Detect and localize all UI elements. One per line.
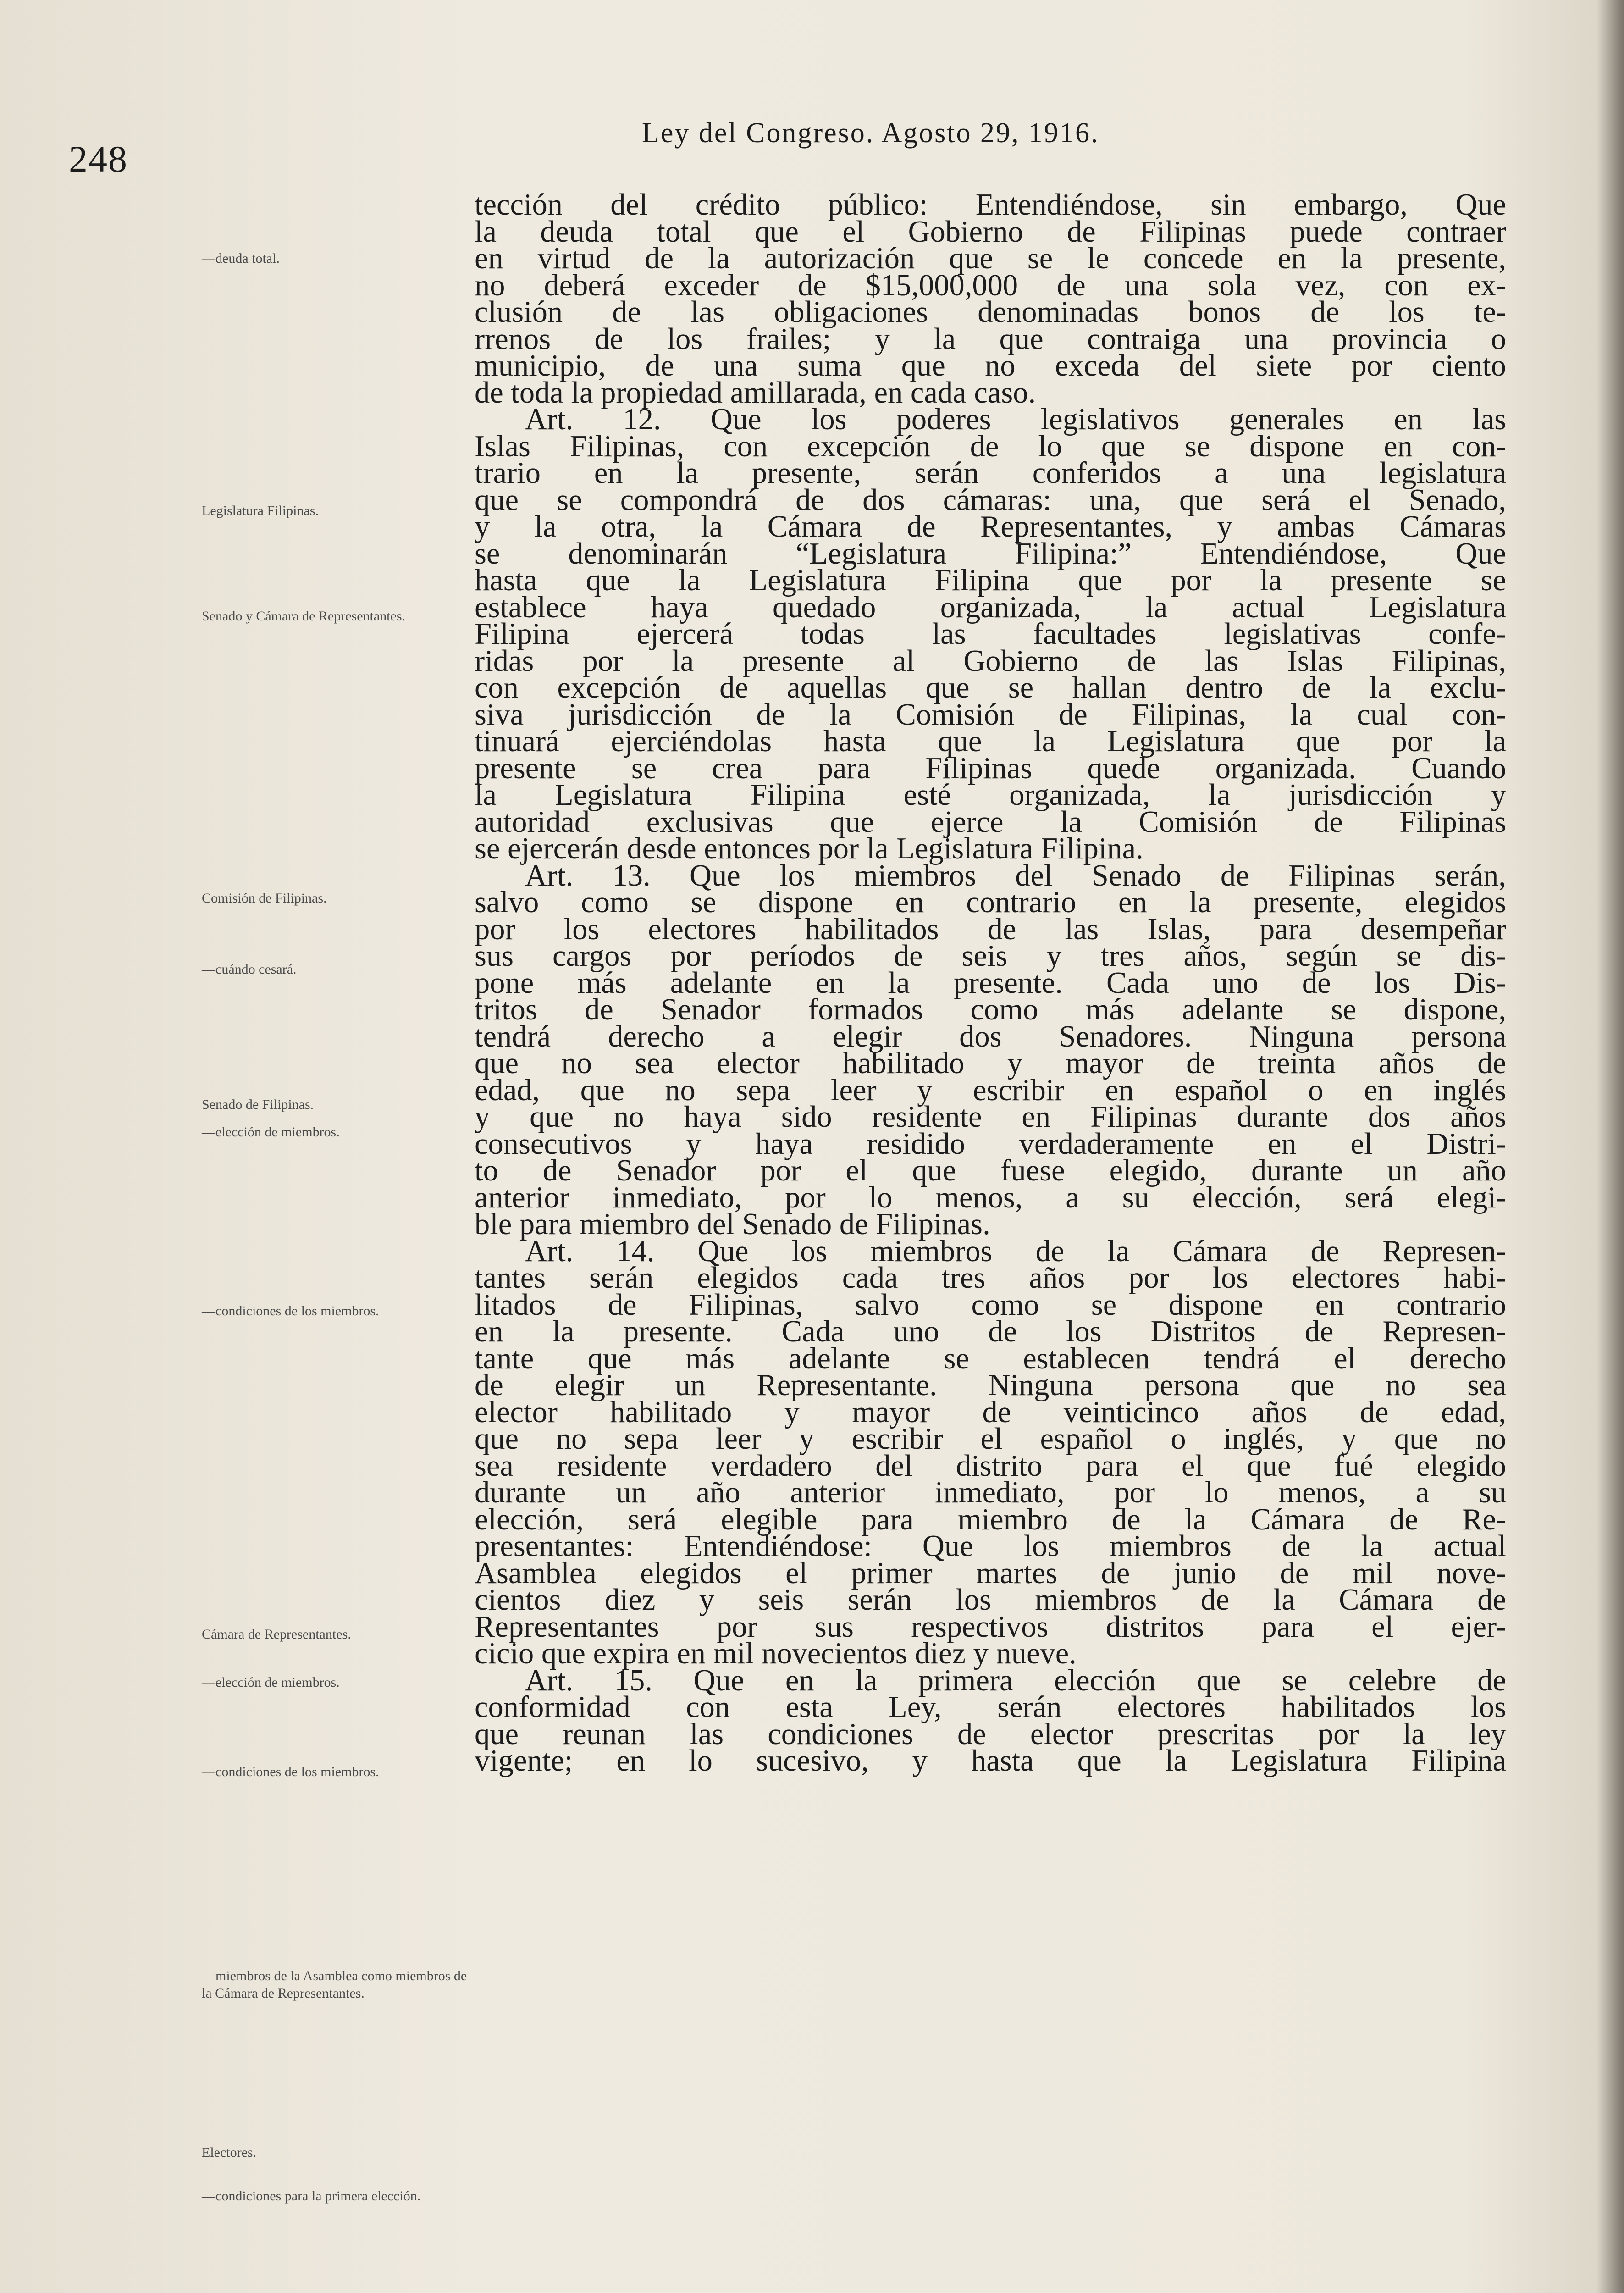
text-line: vigente; en lo sucesivo, y hasta que la Legislatura Filipina xyxy=(475,1744,1506,1778)
text-line: anterior inmediato, por lo menos, a su elección, será elegi- xyxy=(475,1180,1506,1214)
text-line: que reunan las condiciones de elector prescritas por la ley xyxy=(475,1717,1506,1751)
margin-note: Legislatura Filipinas. xyxy=(202,503,319,518)
running-head: Ley del Congreso. Agosto 29, 1916. xyxy=(642,117,1099,149)
text-line: tendrá derecho a elegir dos Senadores. Ninguna persona xyxy=(475,1019,1506,1053)
text-line: Art. 13. Que los miembros del Senado de Filipinas serán, xyxy=(525,858,1506,892)
text-line: durante un año anterior inmediato, por lo menos, a su xyxy=(475,1476,1506,1509)
margin-note: Cámara de Representantes. xyxy=(202,1627,351,1642)
text-line: trario en la presente, serán conferidos a una legislatura xyxy=(475,456,1506,490)
margin-note: Senado de Filipinas. xyxy=(202,1097,314,1112)
text-line: la deuda total que el Gobierno de Filipinas puede contraer xyxy=(475,215,1506,249)
text-line: Islas Filipinas, con excepción de lo que se dispone en con- xyxy=(475,429,1506,463)
text-line: edad, que no sepa leer y escribir en español o en inglés xyxy=(475,1073,1506,1107)
margin-note: —elección de miembros. xyxy=(202,1124,340,1140)
text-line: consecutivos y haya residido verdaderamente en el Distri- xyxy=(475,1127,1506,1161)
text-line: municipio, de una suma que no exceda del siete por ciento xyxy=(475,349,1506,382)
text-line: autoridad exclusivas que ejerce la Comisión de Filipinas xyxy=(475,805,1506,839)
margin-note: Senado y Cámara de Representantes. xyxy=(202,609,406,624)
text-line: en virtud de la autorización que se le concede en la presente, xyxy=(475,242,1506,275)
text-line: presentantes: Entendiéndose: Que los miembros de la actual xyxy=(475,1529,1506,1563)
text-line: elector habilitado y mayor de veinticinco años de edad, xyxy=(475,1395,1506,1429)
text-line: Art. 14. Que los miembros de la Cámara de Represen- xyxy=(525,1234,1506,1268)
text-line: tante que más adelante se establecen tendrá el derecho xyxy=(475,1341,1506,1375)
text-line: se denominarán “Legislatura Filipina:” Entendiéndose, Que xyxy=(475,537,1506,570)
margin-note: —deuda total. xyxy=(202,251,280,266)
text-line: rrenos de los frailes; y la que contraiga una provincia o xyxy=(475,322,1506,356)
text-line: salvo como se dispone en contrario en la presente, elegidos xyxy=(475,886,1506,919)
text-line: elección, será elegible para miembro de la Cámara de Re- xyxy=(475,1502,1506,1536)
margin-note: Electores. xyxy=(202,2145,257,2160)
text-line: presente se crea para Filipinas quede organizada. Cuando xyxy=(475,751,1506,785)
text-line: clusión de las obligaciones denominadas bonos de los te- xyxy=(475,295,1506,329)
text-line: Art. 12. Que los poderes legislativos generales en las xyxy=(525,403,1506,436)
text-line: Asamblea elegidos el primer martes de junio de mil nove- xyxy=(475,1556,1506,1590)
margin-note: —condiciones de los miembros. xyxy=(202,1303,379,1318)
margin-note: —elección de miembros. xyxy=(202,1675,340,1690)
text-line: Representantes por sus respectivos distritos para el ejer- xyxy=(475,1610,1506,1644)
margin-note: —miembros de la Asamblea como miembros de la Cámara de Representantes. xyxy=(202,1968,467,2001)
margin-note: Comisión de Filipinas. xyxy=(202,891,327,906)
body-text xyxy=(475,188,1506,1778)
margin-note: —condiciones para la primera elección. xyxy=(202,2188,421,2204)
text-line: ridas por la presente al Gobierno de las Islas Filipinas, xyxy=(475,644,1506,678)
text-line: y la otra, la Cámara de Representantes, y ambas Cámaras xyxy=(475,510,1506,543)
text-line: tantes serán elegidos cada tres años por los electores habi- xyxy=(475,1261,1506,1295)
text-line: establece haya quedado organizada, la actual Legislatura xyxy=(475,590,1506,624)
text-line: por los electores habilitados de las Islas, para desempeñar xyxy=(475,912,1506,946)
text-line: Filipina ejercerá todas las facultades legislativas confe- xyxy=(475,617,1506,651)
text-line: Art. 15. Que en la primera elección que se celebre de xyxy=(525,1663,1506,1697)
text-line: litados de Filipinas, salvo como se dispone en contrario xyxy=(475,1288,1506,1322)
text-line: conformidad con esta Ley, serán electores habilitados los xyxy=(475,1690,1506,1724)
margin-note: —condiciones de los miembros. xyxy=(202,1764,379,1779)
text-line: en la presente. Cada uno de los Distritos de Represen- xyxy=(475,1315,1506,1348)
text-line: de toda la propiedad amillarada, en cada caso. xyxy=(475,376,1036,410)
text-line: hasta que la Legislatura Filipina que por la presente se xyxy=(475,564,1506,597)
text-line: sea residente verdadero del distrito para el que fué elegido xyxy=(475,1449,1506,1483)
text-line: tinuará ejerciéndolas hasta que la Legislatura que por la xyxy=(475,725,1506,758)
text-line: tritos de Senador formados como más adelante se dispone, xyxy=(475,993,1506,1026)
text-line: cicio que expira en mil novecientos diez y nueve. xyxy=(475,1637,1077,1670)
text-line: to de Senador por el que fuese elegido, durante un año xyxy=(475,1154,1506,1187)
text-line: que se compondrá de dos cámaras: una, que será el Senado, xyxy=(475,483,1506,517)
page-number: 248 xyxy=(69,138,128,180)
text-line: se ejercerán desde entonces por la Legislatura Filipina. xyxy=(475,832,1143,865)
page-edge-shadow xyxy=(1596,0,1624,2293)
text-line: sus cargos por períodos de seis y tres años, según se dis- xyxy=(475,939,1506,973)
text-line: que no sepa leer y escribir el español o inglés, y que no xyxy=(475,1422,1506,1456)
text-line: de elegir un Representante. Ninguna persona que no sea xyxy=(475,1368,1506,1402)
margin-note: —cuándo cesará. xyxy=(202,962,297,977)
text-line: con excepción de aquellas que se hallan dentro de la exclu- xyxy=(475,671,1506,704)
text-line: la Legislatura Filipina esté organizada, la jurisdicción y xyxy=(475,778,1506,812)
text-line: ble para miembro del Senado de Filipinas. xyxy=(475,1207,990,1241)
text-line: que no sea elector habilitado y mayor de treinta años de xyxy=(475,1047,1506,1080)
text-line: y que no haya sido residente en Filipinas durante dos años xyxy=(475,1100,1506,1134)
text-line: pone más adelante en la presente. Cada uno de los Dis- xyxy=(475,966,1506,1000)
text-line: cientos diez y seis serán los miembros de la Cámara de xyxy=(475,1583,1506,1617)
text-line: siva jurisdicción de la Comisión de Filipinas, la cual con- xyxy=(475,698,1506,731)
text-line: no deberá exceder de $15,000,000 de una sola vez, con ex- xyxy=(475,268,1506,302)
text-line: tección del crédito público: Entendiéndose, sin embargo, Que xyxy=(475,188,1506,222)
